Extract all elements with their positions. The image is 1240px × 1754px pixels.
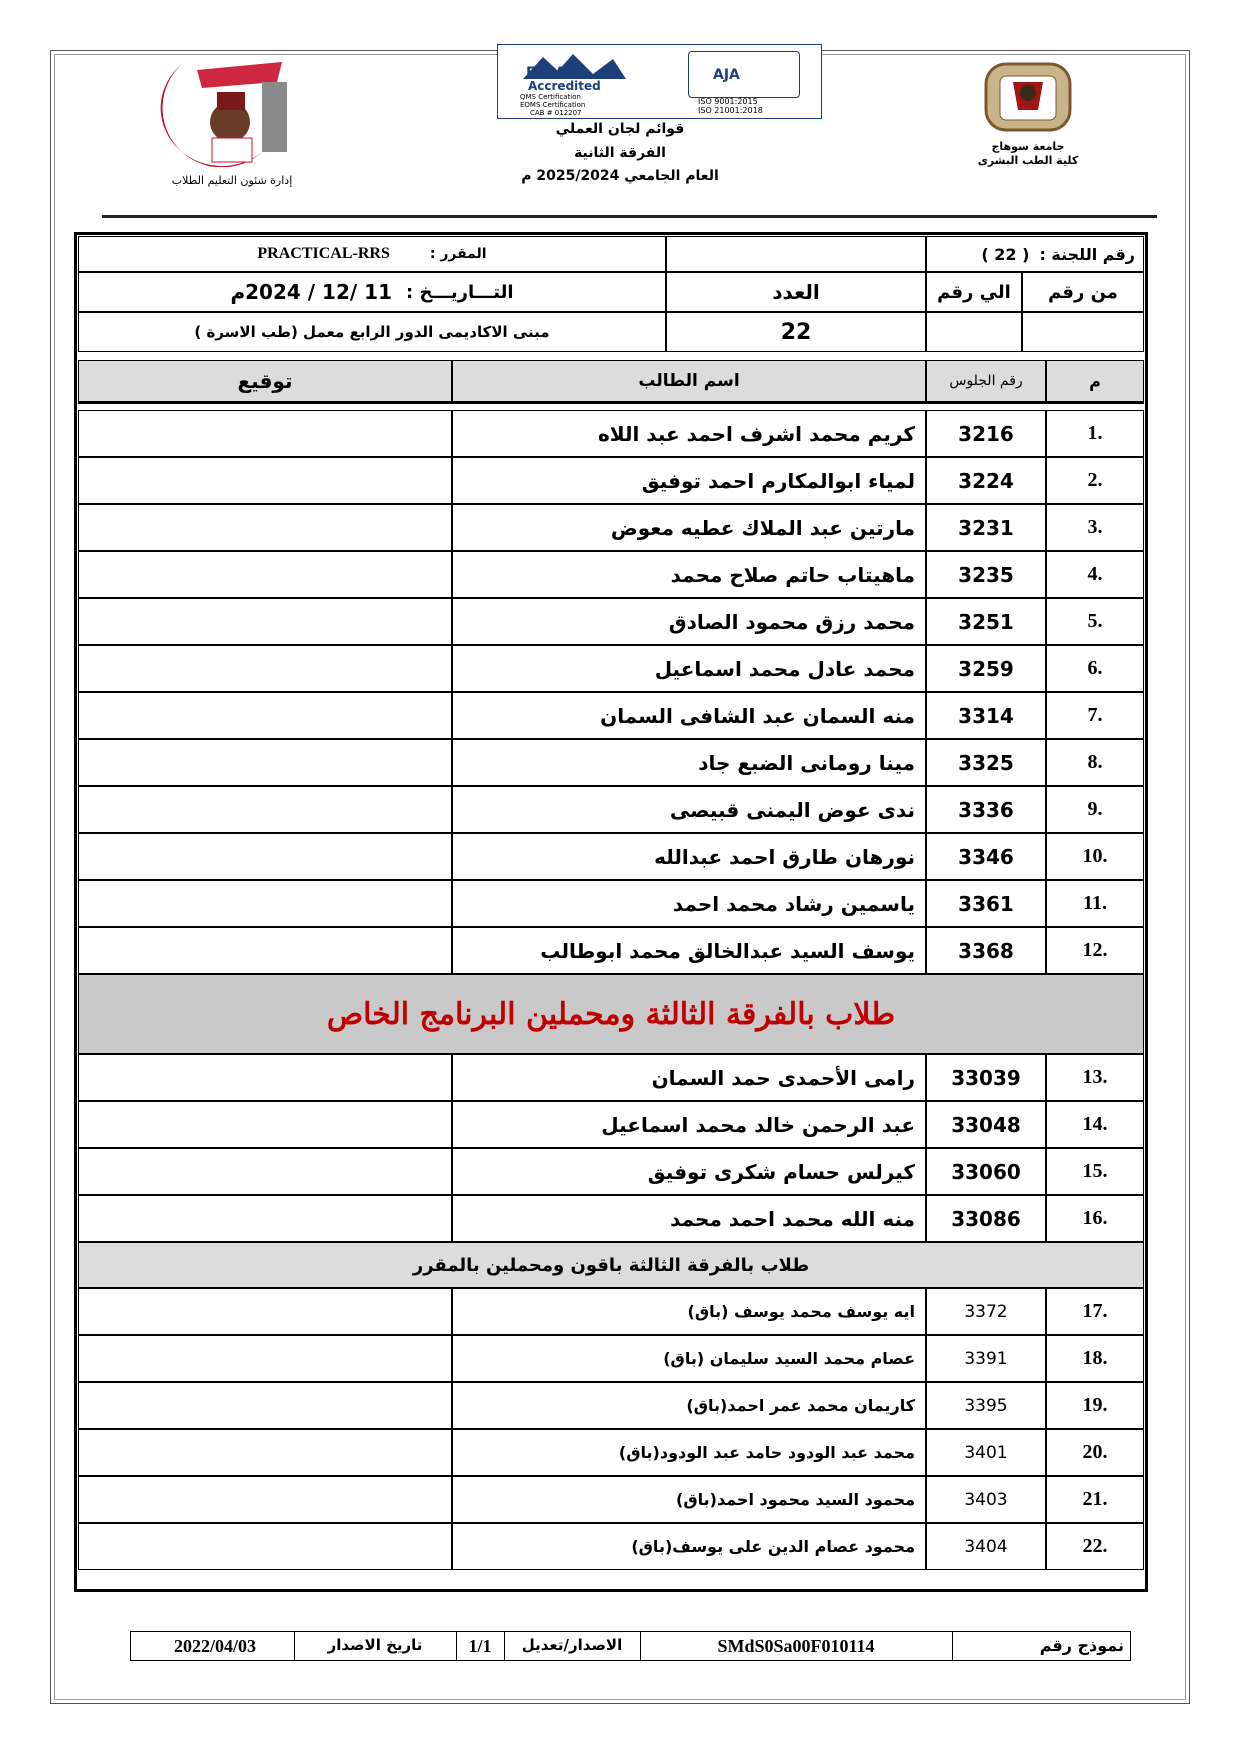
row-index: 14. [1082,1113,1108,1135]
student-name: ماهيتاب حاتم صلاح محمد [670,562,915,587]
row-index: 6. [1087,657,1103,679]
row-index: 19. [1082,1394,1108,1416]
seat-number-cell [926,692,1046,739]
signature-cell[interactable] [78,1288,452,1335]
row-index-cell [1046,551,1144,598]
student-name: كيرلس حسام شكرى توفيق [647,1159,915,1184]
seat-number-cell [926,1523,1046,1570]
footer-form-value: SMdS0Sa00F010114 [717,1636,875,1656]
student-name: منه السمان عبد الشافى السمان [600,703,915,728]
student-name-cell [452,504,926,551]
seat-number: 3336 [958,797,1014,822]
signature-cell[interactable] [78,833,452,880]
date-value: 11 /12 / 2024م [230,280,393,304]
seat-number: 3361 [958,891,1014,916]
seat-number-cell [926,739,1046,786]
seat-number-cell [926,551,1046,598]
row-index-cell [1046,739,1144,786]
course-cell [78,236,666,272]
signature-cell[interactable] [78,786,452,833]
university-logo [978,60,1078,135]
signature-cell[interactable] [78,1523,452,1570]
signature-cell[interactable] [78,880,452,927]
seat-number-cell [926,927,1046,974]
seat-number: 3325 [958,750,1014,775]
empty-info-cell [666,236,926,272]
row-index-cell [1046,927,1144,974]
seat-number-cell [926,645,1046,692]
row-index: 18. [1082,1347,1108,1369]
row-index-cell [1046,786,1144,833]
signature-cell[interactable] [78,1101,452,1148]
signature-cell[interactable] [78,504,452,551]
seat-number: 33086 [951,1206,1021,1231]
student-name-cell [452,1335,926,1382]
signature-cell[interactable] [78,1335,452,1382]
student-name-cell [452,1101,926,1148]
student-name: محمود السيد محمود احمد(باق) [676,1490,915,1509]
seat-number-cell [926,880,1046,927]
seat-number: 33060 [951,1159,1021,1184]
university-name: جامعة سوهاج [991,140,1065,153]
section-band-title: طلاب بالفرقة الثالثة باقون ومحملين بالمقرر [412,1254,810,1276]
row-index-cell [1046,598,1144,645]
student-name-cell [452,1195,926,1242]
seat-number-cell [926,1382,1046,1429]
row-index: 15. [1082,1160,1108,1182]
seat-number: 3395 [964,1395,1008,1416]
row-index: 11. [1083,892,1107,914]
row-index-cell [1046,1101,1144,1148]
page-title: قوائم لجان العملي [555,121,685,137]
seat-number: 3314 [958,703,1014,728]
row-index-cell [1046,410,1144,457]
seat-number: 3391 [964,1348,1008,1369]
student-name: عبد الرحمن خالد محمد اسماعيل [601,1112,915,1137]
date-cell [78,272,666,312]
signature-cell[interactable] [78,645,452,692]
admin-label: إدارة شئون التعليم الطلاب [171,174,293,187]
signature-cell[interactable] [78,457,452,504]
committee-label: رقم اللجنة : [1039,244,1135,264]
row-index: 8. [1087,751,1103,773]
student-name-cell [452,833,926,880]
footer-divider-2 [456,1631,457,1661]
from-value-cell [1022,312,1144,352]
col-header-sign: توقيع [78,360,452,404]
faculty-logo [112,52,312,167]
row-index: 1. [1087,422,1103,444]
seat-number-cell [926,1288,1046,1335]
student-name: مينا رومانى الضبع جاد [698,750,915,775]
seat-number: 3224 [958,468,1014,493]
seat-number-cell [926,1335,1046,1382]
academic-year: العام الجامعي 2025/2024 م [521,168,719,184]
seat-number-cell [926,1476,1046,1523]
seat-number-cell [926,833,1046,880]
row-index-cell [1046,1429,1144,1476]
seat-number-cell [926,1148,1046,1195]
course-value: PRACTICAL-RRS [257,245,390,262]
seat-number-cell [926,457,1046,504]
row-index: 10. [1082,845,1108,867]
row-index-cell [1046,1054,1144,1101]
student-name-cell [452,598,926,645]
row-index-cell [1046,692,1144,739]
student-name: منه الله محمد احمد محمد [670,1206,915,1231]
student-name-cell [452,786,926,833]
faculty-name: كلية الطب البشرى [977,154,1079,167]
student-name: محمد عبد الودود حامد عبد الودود(باق) [618,1443,915,1462]
cab-text: CAB # 012207 [530,109,582,117]
page-subtitle: الفرقة الثانية [574,145,666,161]
seat-number-cell [926,504,1046,551]
section-band-special-program [78,974,1144,1054]
row-index: 21. [1082,1488,1108,1510]
signature-cell[interactable] [78,551,452,598]
student-name: محمد عادل محمد اسماعيل [654,656,915,681]
signature-cell[interactable] [78,598,452,645]
col-header-seat: رقم الجلوس [926,360,1046,404]
student-name-cell [452,927,926,974]
student-name-cell [452,457,926,504]
col-header-name: اسم الطالب [452,360,926,404]
row-index: 20. [1082,1441,1108,1463]
seat-number: 3251 [958,609,1014,634]
row-index: 3. [1087,516,1103,538]
aja-logo-icon [688,51,800,98]
signature-cell[interactable] [78,739,452,786]
row-index: 4. [1087,563,1103,585]
student-name: ياسمين رشاد محمد احمد [672,891,915,916]
student-name-cell [452,645,926,692]
signature-cell[interactable] [78,1382,452,1429]
row-index-cell [1046,504,1144,551]
signature-cell[interactable] [78,692,452,739]
signature-cell[interactable] [78,1429,452,1476]
signature-cell[interactable] [78,1054,452,1101]
row-index-cell [1046,457,1144,504]
col-header-index: م [1046,360,1144,404]
seat-number: 3401 [964,1442,1008,1463]
row-index-cell [1046,1476,1144,1523]
student-name-cell [452,1054,926,1101]
student-name: محمد رزق محمود الصادق [668,609,915,634]
footer-issue-label: الاصدار/تعديل [521,1636,623,1654]
student-name: ندى عوض اليمنى قبيصى [669,797,915,822]
student-name-cell [452,1429,926,1476]
row-index: 13. [1082,1066,1108,1088]
seat-number-cell [926,1054,1046,1101]
student-name: كريم محمد اشرف احمد عبد اللاه [597,421,915,446]
footer-issue-value: 1/1 [468,1636,492,1656]
signature-cell[interactable] [78,927,452,974]
row-index: 7. [1087,704,1103,726]
row-index: 2. [1087,469,1103,491]
count-label-cell [666,272,926,312]
row-index-cell [1046,833,1144,880]
seat-number-cell [926,598,1046,645]
student-name: كاريمان محمد عمر احمد(باق) [686,1396,915,1415]
eoms-text: EOMS Certification [520,101,586,109]
row-index: 16. [1082,1207,1108,1229]
student-name-cell [452,551,926,598]
to-value-cell [926,312,1022,352]
seat-number-cell [926,1101,1046,1148]
iso1-text: ISO 9001:2015 [698,97,758,106]
date-label: التـــاريـــخ : [406,281,514,303]
seat-number-cell [926,786,1046,833]
footer-divider-4 [640,1631,641,1661]
seat-number-cell [926,1195,1046,1242]
footer-date-label: تاريخ الاصدار [327,1636,423,1654]
to-label: الي رقم [937,281,1011,303]
student-name: نورهان طارق احمد عبدالله [654,844,915,869]
committee-cell [926,236,1144,272]
certification-badge [497,44,822,119]
student-name-cell [452,739,926,786]
row-index-cell [1046,1382,1144,1429]
signature-cell[interactable] [78,1195,452,1242]
location-cell [78,312,666,352]
row-index: 5. [1087,610,1103,632]
student-name-cell [452,410,926,457]
seat-number: 3259 [958,656,1014,681]
from-label-cell [1022,272,1144,312]
student-name-cell [452,1382,926,1429]
student-name-cell [452,1476,926,1523]
seat-number: 3368 [958,938,1014,963]
row-index-cell [1046,1523,1144,1570]
header-divider [102,215,1157,218]
student-name: رامى الأحمدى حمد السمان [651,1065,915,1090]
accredited-text: Accredited [528,79,601,93]
seat-number: 33039 [951,1065,1021,1090]
row-index-cell [1046,1288,1144,1335]
student-name-cell [452,880,926,927]
row-index: 12. [1082,939,1108,961]
footer-divider-1 [294,1631,295,1661]
student-name-cell [452,1148,926,1195]
footer-date-value: 2022/04/03 [173,1636,256,1656]
row-index-cell [1046,645,1144,692]
count-value-cell [666,312,926,352]
seat-number: 3216 [958,421,1014,446]
signature-cell[interactable] [78,1476,452,1523]
student-name: لمياء ابوالمكارم احمد توفيق [641,468,915,493]
section-band-title: طلاب بالفرقة الثالثة ومحملين البرنامج الخاص [326,996,896,1032]
qms-text: QMS Certification [520,93,581,101]
footer-divider-3 [504,1631,505,1661]
course-label: المقرر : [429,246,487,262]
student-name: يوسف السيد عبدالخالق محمد ابوطالب [540,938,915,963]
student-name: ايه يوسف محمد يوسف (باق) [687,1302,915,1321]
student-name: مارتين عبد الملاك عطيه معوض [610,515,915,540]
from-label: من رقم [1048,281,1118,303]
count-value: 22 [780,319,812,345]
student-name-cell [452,692,926,739]
section-band-remaining [78,1242,1144,1288]
row-index-cell [1046,1195,1144,1242]
seat-number: 3404 [964,1536,1008,1557]
to-label-cell [926,272,1022,312]
committee-value: ( 22 ) [981,244,1030,264]
student-name: محمود عصام الدين على يوسف(باق) [631,1537,915,1556]
row-index: 22. [1082,1535,1108,1557]
seat-number: 3346 [958,844,1014,869]
iso2-text: ISO 21001:2018 [698,106,763,115]
seat-number: 3231 [958,515,1014,540]
footer-divider-5 [952,1631,953,1661]
count-label: العدد [772,280,820,304]
seat-number: 3403 [964,1489,1008,1510]
signature-cell[interactable] [78,1148,452,1195]
signature-cell[interactable] [78,410,452,457]
seat-number-cell [926,1429,1046,1476]
student-name-cell [452,1523,926,1570]
row-index: 9. [1087,798,1103,820]
seat-number: 3235 [958,562,1014,587]
seat-number: 3372 [964,1301,1008,1322]
seat-number-cell [926,410,1046,457]
row-index-cell [1046,1335,1144,1382]
location-text: مبنى الاكاديمى الدور الرابع معمل (طب الاسرة ) [194,323,550,341]
row-index: 17. [1082,1300,1108,1322]
row-index-cell [1046,880,1144,927]
seat-number: 33048 [951,1112,1021,1137]
student-name-cell [452,1288,926,1335]
row-index-cell [1046,1148,1144,1195]
egac-text: EGAC [526,65,585,81]
footer-form-label: نموذج رقم [1039,1636,1124,1655]
student-name: عصام محمد السيد سليمان (باق) [663,1349,915,1368]
aja-text: AJA [713,67,740,83]
